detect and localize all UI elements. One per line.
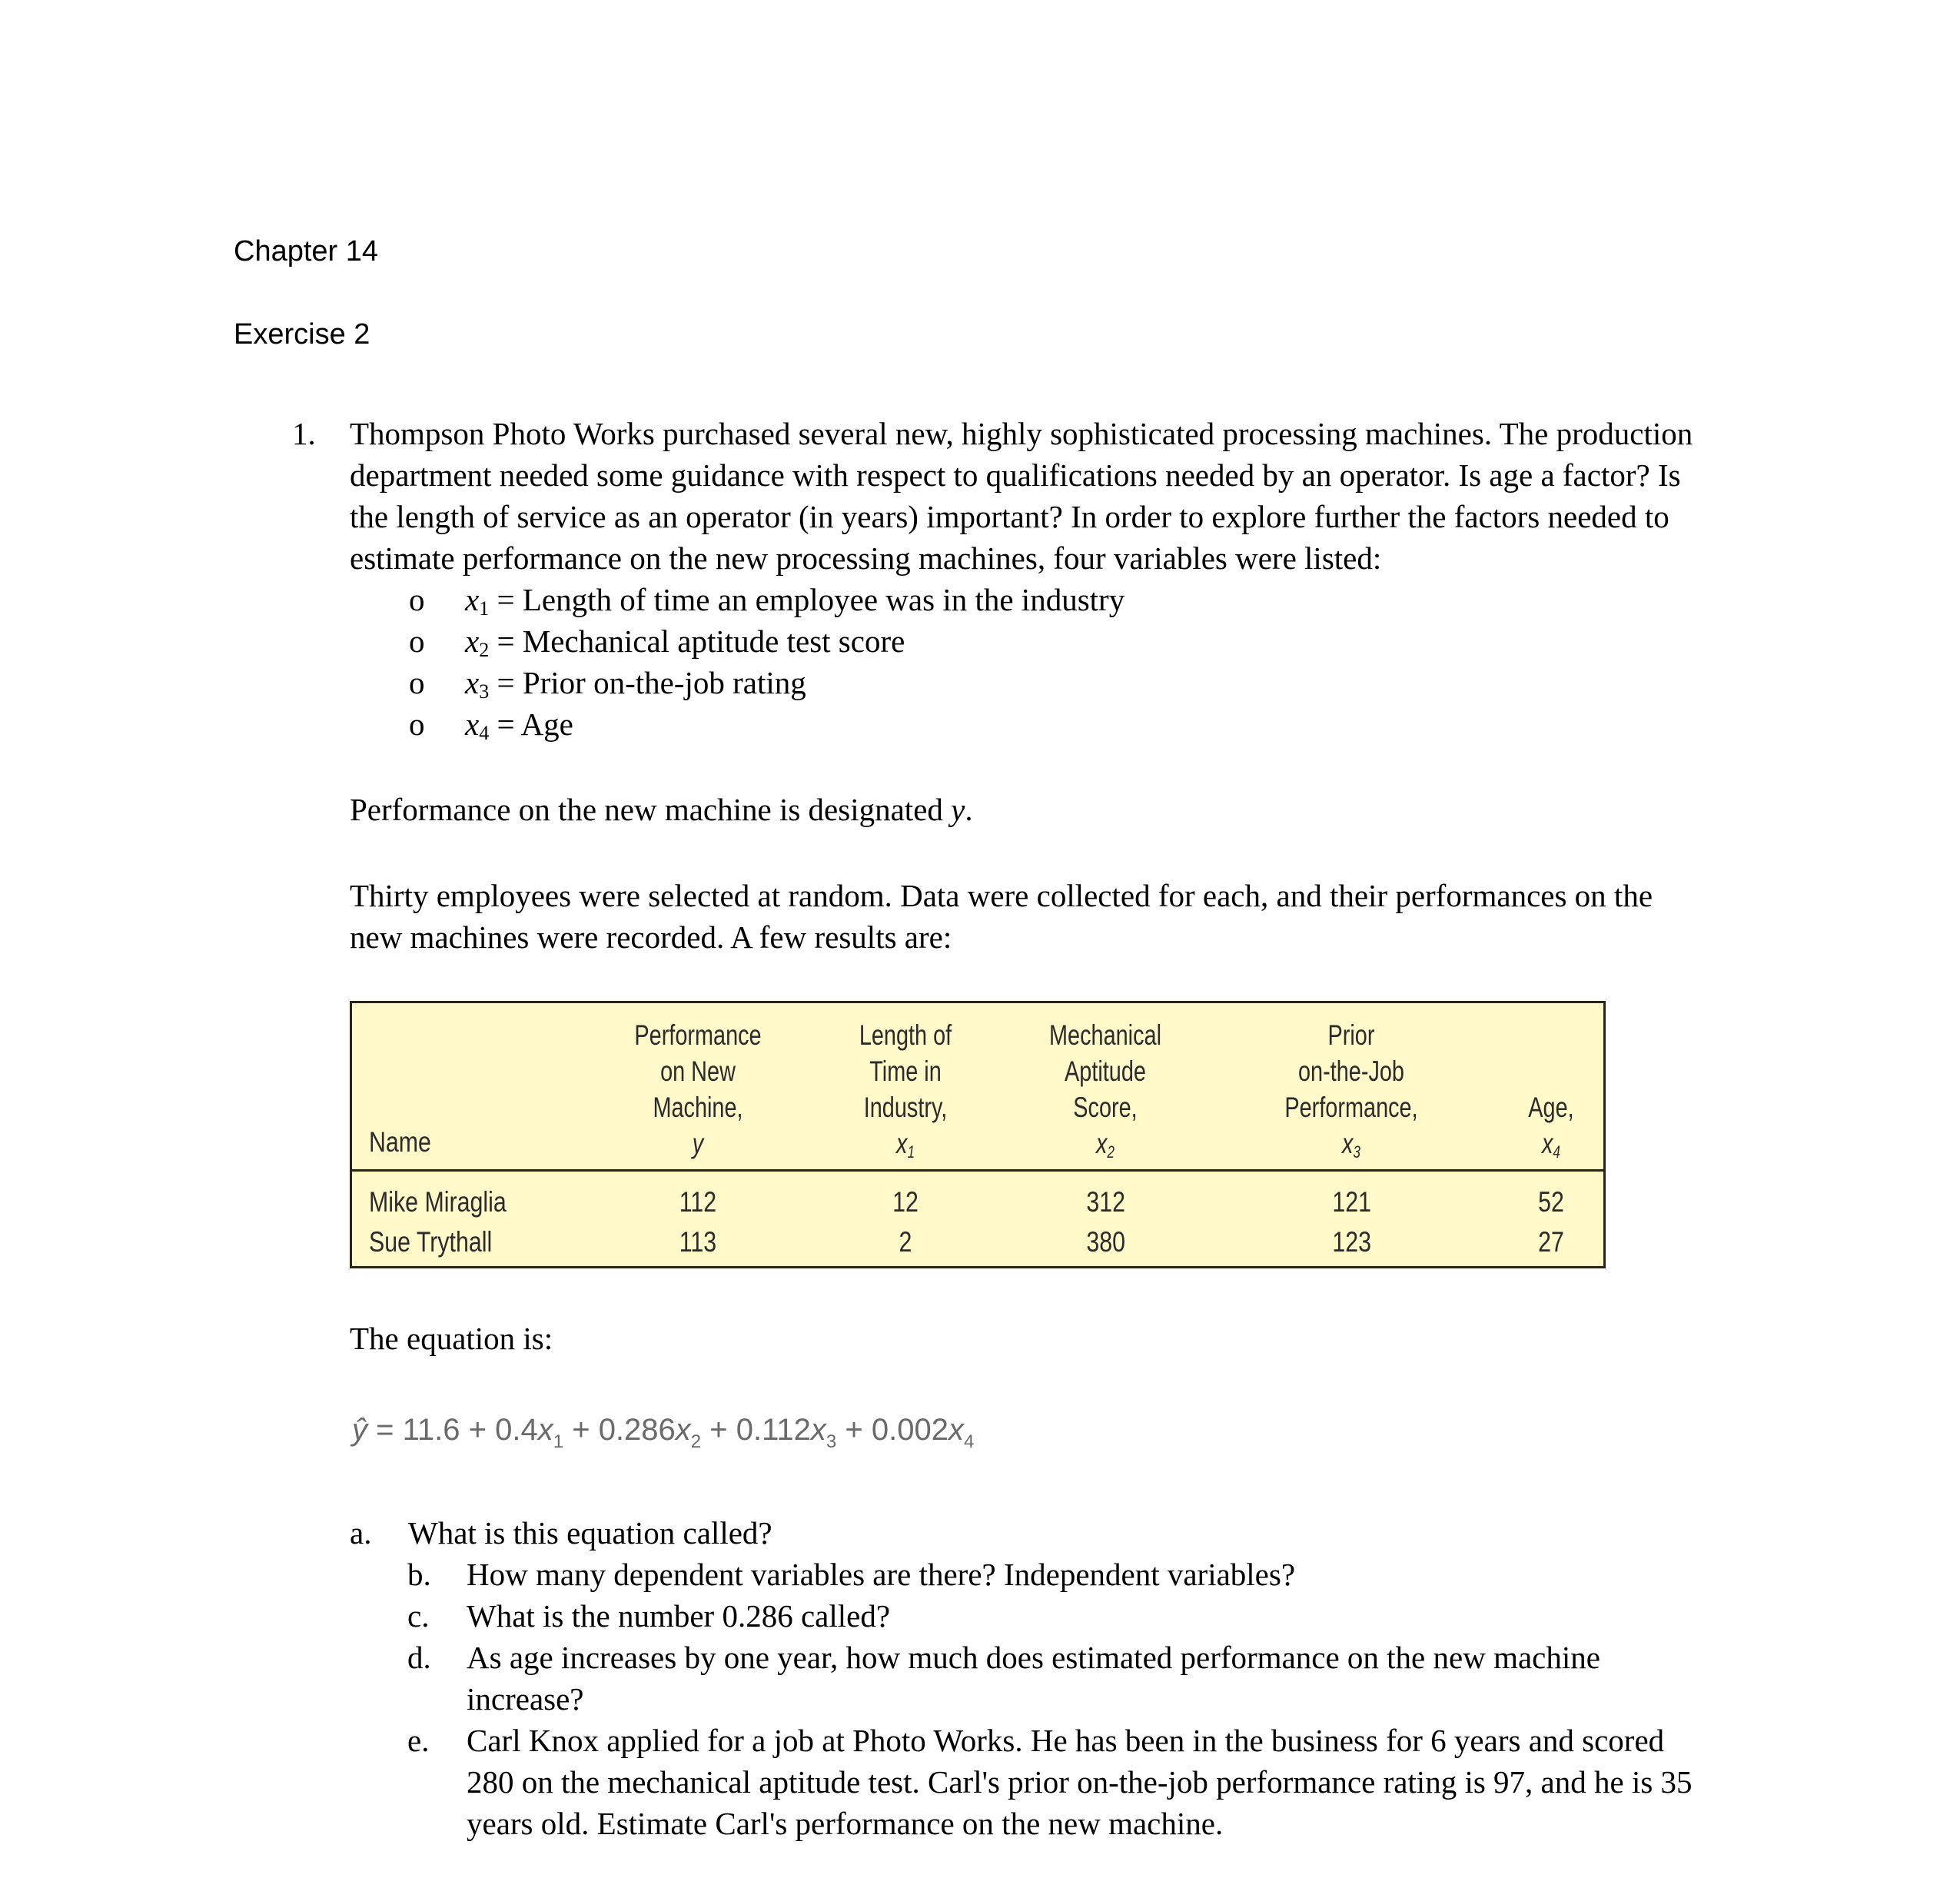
variable-item: $x_3$ = Prior on-the-job rating (465, 665, 806, 703)
bullet-icon: o (409, 706, 425, 742)
intro-line: department needed some guidance with respect to qualifications needed by an operator. Is age a factor? Is (350, 457, 1681, 493)
column-header-age: Age, $x_4$ (1528, 1092, 1574, 1162)
cell-value: 112 (679, 1186, 717, 1218)
data-table (350, 1001, 1606, 1268)
question-text: years old. Estimate Carl's performance on the new machine. (467, 1806, 1224, 1841)
problem-number: 1. (292, 416, 316, 451)
bullet-icon: o (409, 623, 425, 659)
question-text: 280 on the mechanical aptitude test. Carl's prior on-the-job performance rating is 97, and he is 35 (467, 1764, 1693, 1800)
cell-name: Sue Trythall (369, 1226, 493, 1258)
question-text: increase? (467, 1681, 584, 1717)
equation-term: $0.112x_3$ (736, 1413, 837, 1452)
equation-term: $0.4x_1$ (495, 1413, 564, 1452)
column-header-performance: Performance on New Machine, y (634, 1019, 762, 1159)
question-text: How many dependent variables are there? Independent variables? (467, 1557, 1296, 1592)
designation-text: Performance on the new machine is designated y. (350, 792, 973, 827)
cell-value: 12 (892, 1186, 919, 1218)
question-label: d. (407, 1640, 431, 1675)
intercept: 11.6 (402, 1413, 460, 1447)
equation-term: $0.286x_2$ (598, 1413, 702, 1452)
sample-line: new machines were recorded. A few results are: (350, 919, 952, 955)
header-divider (352, 1169, 1603, 1172)
regression-equation: ŷ = $11.6 + 0.4x_1 + 0.286x_2 + 0.112x_3 + 0.002x_4$ (352, 1413, 975, 1452)
question-text: What is the number 0.286 called? (467, 1598, 891, 1634)
variable-item: $x_4$ = Age (465, 706, 573, 744)
variable-item: $x_1$ = Length of time an employee was in the industry (465, 582, 1125, 620)
column-header-name: Name (369, 1126, 431, 1158)
question-label: e. (407, 1723, 430, 1758)
cell-value: 113 (679, 1226, 717, 1258)
question-text: As age increases by one year, how much does estimated performance on the new machine (467, 1640, 1600, 1675)
cell-name: Mike Miraglia (369, 1186, 507, 1218)
question-text: Carl Knox applied for a job at Photo Works. He has been in the business for 6 years and scored (467, 1723, 1665, 1758)
intro-line: Thompson Photo Works purchased several new, highly sophisticated processing machines. The production (350, 416, 1693, 451)
equation-term: $0.002x_4$ (871, 1413, 975, 1452)
table-header (352, 1003, 1603, 1169)
question-label: a. (350, 1515, 372, 1551)
column-header-prior: Prior on-the-Job Performance, $x_3$ (1284, 1019, 1418, 1162)
cell-value: 2 (899, 1226, 912, 1258)
question-text: What is this equation called? (408, 1515, 772, 1551)
cell-value: 123 (1332, 1226, 1372, 1258)
intro-line: estimate performance on the new processing machines, four variables were listed: (350, 540, 1382, 576)
column-header-aptitude: Mechanical Aptitude Score, $x_2$ (1049, 1019, 1161, 1162)
cell-value: 121 (1332, 1186, 1372, 1218)
equation-intro: The equation is: (350, 1321, 553, 1356)
cell-value: 312 (1086, 1186, 1126, 1218)
question-label: c. (407, 1598, 430, 1634)
sample-line: Thirty employees were selected at random. Data were collected for each, and their performances on the (350, 878, 1653, 913)
intro-line: the length of service as an operator (in years) important? In order to explore further the factors needed to (350, 499, 1669, 534)
variable-item: $x_2$ = Mechanical aptitude test score (465, 623, 905, 661)
question-label: b. (407, 1557, 431, 1592)
y-hat-symbol: ŷ (352, 1413, 367, 1447)
bullet-icon: o (409, 665, 425, 700)
bullet-icon: o (409, 582, 425, 617)
exercise-heading: Exercise 2 (234, 318, 370, 351)
cell-value: 52 (1538, 1186, 1564, 1218)
column-header-length: Length of Time in Industry, $x_1$ (859, 1019, 952, 1162)
cell-value: 27 (1538, 1226, 1564, 1258)
chapter-heading: Chapter 14 (234, 235, 379, 268)
cell-value: 380 (1086, 1226, 1126, 1258)
